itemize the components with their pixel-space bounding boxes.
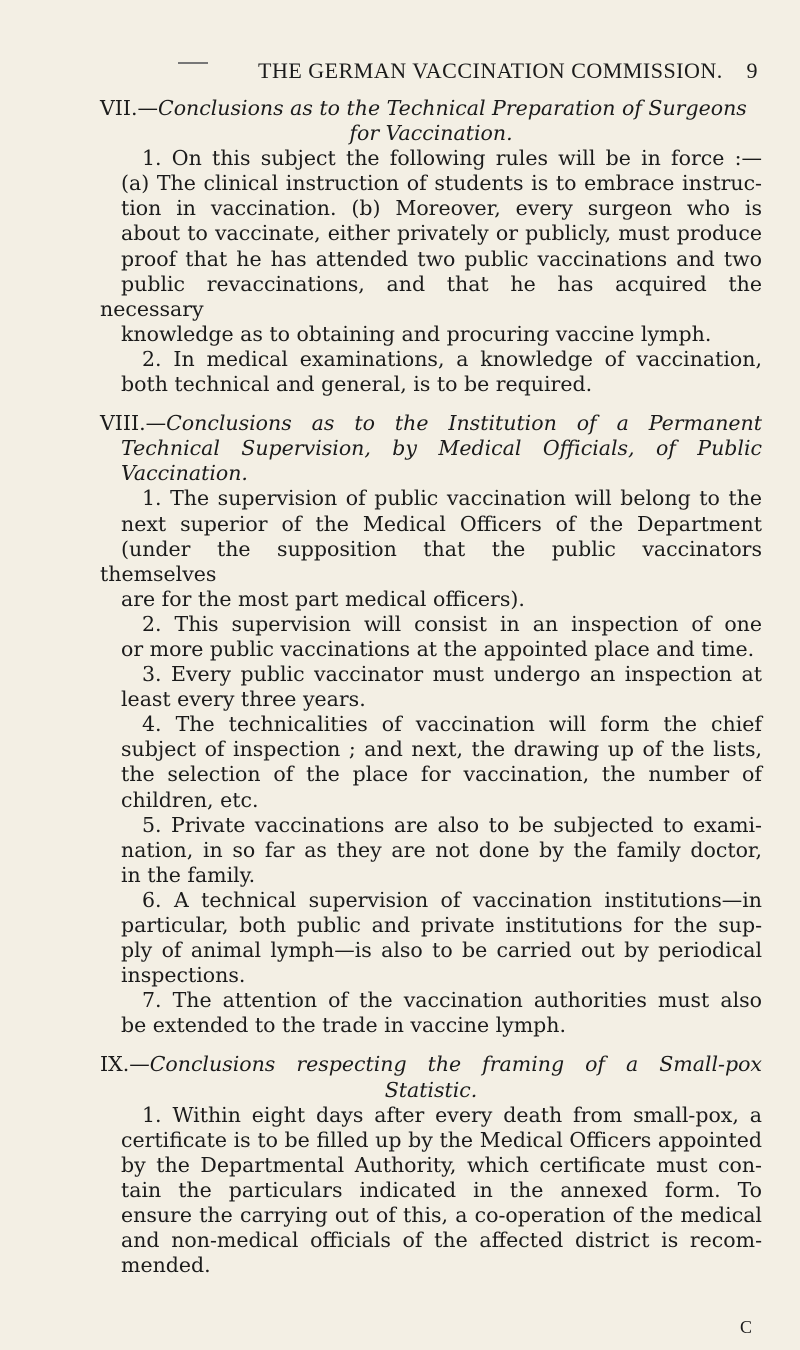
heading-line — [100, 1052, 762, 1077]
text-line: particular, both public and private institutions for the sup- — [121, 913, 762, 937]
text-line: next superior of the Medical Officers of the Department — [121, 511, 762, 536]
section-heading-vii — [100, 96, 762, 146]
paragraph — [100, 347, 762, 397]
text-line: or more public vaccinations at the appointed place and time. — [121, 636, 755, 661]
text-line: 4. The technicalities of vaccination will form the chief — [142, 712, 762, 737]
text-line: proof that he has attended two public vaccinations and two — [121, 246, 762, 271]
text-line: knowledge as to obtaining and procuring vaccine lymph. — [121, 321, 712, 346]
text-line: both technical and general, is to be required. — [121, 372, 593, 397]
text-line: 6. A technical supervision of vaccination institutions—in — [142, 887, 762, 912]
section-numeral: VIII. — [100, 411, 146, 436]
text-line: are for the most part medical officers). — [121, 586, 525, 611]
text-line: about to vaccinate, either privately or publicly, must produce — [121, 221, 762, 246]
text-line: mended. — [121, 1253, 211, 1278]
section-title-line: Conclusions as to the Technical Preparation of Surgeons — [158, 96, 747, 120]
text-line: 3. Every public vaccinator must undergo an inspection at — [142, 662, 762, 687]
paragraph — [100, 612, 762, 662]
paragraph — [100, 988, 762, 1038]
text-line: 2. In medical examinations, a knowledge of vaccination, — [142, 346, 762, 371]
text-line: children, etc. — [121, 787, 259, 812]
section-heading-ix — [100, 1052, 762, 1102]
section-title-line: Conclusions respecting the framing of a Small-pox — [149, 1052, 762, 1077]
paragraph — [100, 813, 762, 888]
section-title-line: Statistic. — [384, 1077, 478, 1102]
text-line: and non-medical officials of the affected district is recom- — [121, 1228, 762, 1253]
text-line: public revaccinations, and that he has acquired the necessary — [100, 271, 762, 321]
text-line: tain the particulars indicated in the annexed form. To — [121, 1177, 762, 1202]
scan-artifact — [178, 62, 208, 64]
text-line: 1. The supervision of public vaccination will belong to the — [142, 486, 762, 511]
paragraph — [100, 888, 762, 988]
section-title-line: Vaccination. — [121, 461, 248, 486]
text-line: 5. Private vaccinations are also to be subjected to exami- — [142, 812, 762, 837]
running-title: THE GERMAN VACCINATION COMMISSION. — [258, 58, 723, 83]
heading-line — [100, 411, 762, 436]
paragraph — [100, 146, 762, 347]
text-line: 2. This supervision will consist in an inspection of one — [142, 611, 762, 636]
text-line: inspections. — [121, 963, 246, 988]
paragraph — [100, 486, 762, 611]
text-line: 1. On this subject the following rules will be in force :— — [142, 146, 762, 171]
text-line: nation, in so far as they are not done by the family doctor, — [121, 837, 762, 862]
text-line: ply of animal lymph—is also to be carried out by periodical — [121, 938, 762, 963]
text-line: in the family. — [121, 862, 256, 887]
text-line: (a) The clinical instruction of students is to embrace instruc- — [121, 171, 762, 196]
text-line: tion in vaccination. (b) Moreover, every surgeon who is — [121, 196, 762, 221]
section-title-line: for Vaccination. — [349, 121, 513, 146]
paragraph — [100, 1103, 762, 1279]
heading-dash: — — [137, 96, 159, 120]
text-line: certificate is to be filled up by the Medical Officers appointed — [121, 1127, 762, 1152]
section-numeral: IX. — [100, 1052, 130, 1077]
page-body — [100, 96, 762, 1278]
text-line: (under the supposition that the public vaccinators themselves — [100, 536, 762, 586]
heading-line — [100, 96, 762, 121]
signature-mark: C — [740, 1317, 753, 1337]
text-line: least every three years. — [121, 687, 366, 712]
heading-dash: — — [145, 411, 167, 436]
text-line: 1. Within eight days after every death from small-pox, a — [142, 1102, 762, 1127]
section-heading-viii — [100, 411, 762, 486]
text-line: by the Departmental Authority, which certificate must con- — [121, 1152, 762, 1177]
text-line: 7. The attention of the vaccination authorities must also — [142, 988, 762, 1013]
text-line: subject of inspection ; and next, the drawing up of the lists, — [121, 737, 762, 762]
text-line: ensure the carrying out of this, a co-operation of the medical — [121, 1203, 762, 1228]
section-title-line: Technical Supervision, by Medical Officials, of Public — [121, 436, 762, 461]
text-line: the selection of the place for vaccination, the number of — [121, 762, 762, 787]
heading-dash: — — [129, 1052, 150, 1077]
section-numeral: VII. — [100, 96, 138, 120]
page-number: 9 — [746, 58, 758, 83]
paragraph — [100, 712, 762, 812]
paragraph — [100, 662, 762, 712]
section-title-line: Conclusions as to the Institution of a Permanent — [166, 411, 762, 436]
text-line: be extended to the trade in vaccine lymph. — [121, 1013, 567, 1038]
